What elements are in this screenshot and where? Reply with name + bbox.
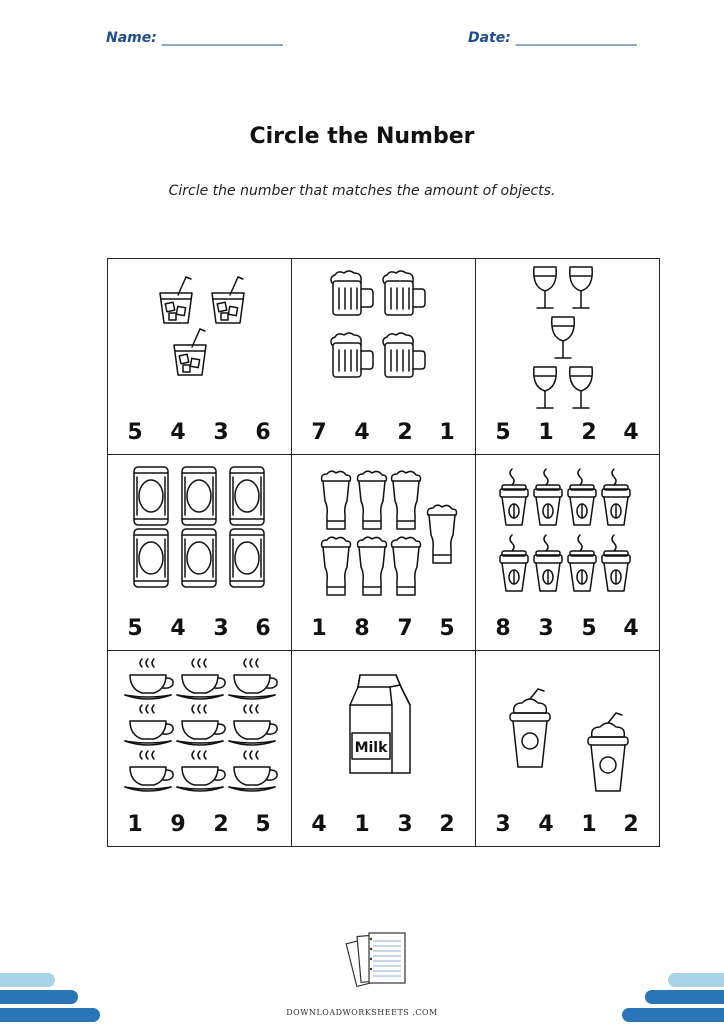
number-option[interactable]: 1 bbox=[538, 420, 554, 445]
worksheet-stack-icon bbox=[343, 925, 419, 1000]
number-option[interactable]: 3 bbox=[213, 616, 229, 641]
footer-wave-left-base bbox=[0, 1008, 100, 1022]
page-title: Circle the Number bbox=[249, 124, 475, 149]
number-options bbox=[108, 420, 291, 450]
number-option[interactable]: 3 bbox=[213, 420, 229, 445]
number-option[interactable]: 2 bbox=[581, 420, 597, 445]
number-option[interactable]: 9 bbox=[170, 812, 186, 837]
beer-glass-icon bbox=[292, 455, 476, 615]
teacup-icon bbox=[108, 651, 292, 810]
exercise-cell bbox=[476, 455, 659, 651]
number-option[interactable]: 1 bbox=[581, 812, 597, 837]
soda-can-icon bbox=[108, 455, 292, 615]
number-option[interactable]: 2 bbox=[397, 420, 413, 445]
frappe-cup-icon bbox=[476, 651, 659, 810]
exercise-cell bbox=[476, 259, 659, 455]
number-option[interactable]: 6 bbox=[255, 616, 271, 641]
number-option[interactable]: 1 bbox=[439, 420, 455, 445]
number-option[interactable]: 5 bbox=[495, 420, 511, 445]
exercise-cell bbox=[292, 259, 476, 455]
exercise-cell bbox=[476, 651, 659, 846]
footer-wave-left-light bbox=[0, 973, 55, 987]
number-options bbox=[476, 420, 659, 450]
number-option[interactable]: 8 bbox=[495, 616, 511, 641]
name-field[interactable] bbox=[106, 30, 282, 46]
number-option[interactable]: 5 bbox=[127, 616, 143, 641]
svg-text:Milk: Milk bbox=[354, 740, 388, 756]
number-options bbox=[476, 812, 659, 842]
name-line[interactable]: ____________________ bbox=[161, 30, 282, 46]
exercise-cell bbox=[108, 259, 292, 455]
date-label: Date: bbox=[468, 30, 511, 46]
number-option[interactable]: 2 bbox=[213, 812, 229, 837]
date-line[interactable]: ____________________ bbox=[515, 30, 636, 46]
number-option[interactable]: 1 bbox=[127, 812, 143, 837]
milk-carton-icon bbox=[292, 651, 476, 810]
footer-site-text[interactable]: DOWNLOADWORKSHEETS .COM bbox=[286, 1008, 438, 1017]
wine-glass-icon bbox=[476, 259, 659, 419]
name-label: Name: bbox=[106, 30, 157, 46]
number-option[interactable]: 3 bbox=[397, 812, 413, 837]
number-option[interactable]: 7 bbox=[397, 616, 413, 641]
number-option[interactable]: 4 bbox=[538, 812, 554, 837]
number-options bbox=[108, 812, 291, 842]
number-option[interactable]: 5 bbox=[255, 812, 271, 837]
footer-wave-right-dark bbox=[645, 990, 724, 1004]
number-options bbox=[292, 616, 475, 646]
number-option[interactable]: 4 bbox=[311, 812, 327, 837]
instruction-text: Circle the number that matches the amount of objects. bbox=[168, 183, 556, 199]
number-option[interactable]: 4 bbox=[170, 616, 186, 641]
number-option[interactable]: 4 bbox=[354, 420, 370, 445]
number-option[interactable]: 4 bbox=[623, 420, 639, 445]
number-option[interactable]: 5 bbox=[439, 616, 455, 641]
exercise-grid bbox=[107, 258, 660, 847]
footer-wave-right-light bbox=[668, 973, 724, 987]
number-option[interactable]: 2 bbox=[439, 812, 455, 837]
footer-wave-left-dark bbox=[0, 990, 78, 1004]
date-field[interactable] bbox=[468, 30, 636, 46]
number-option[interactable]: 1 bbox=[354, 812, 370, 837]
number-option[interactable]: 3 bbox=[538, 616, 554, 641]
footer-wave-right-base bbox=[622, 1008, 724, 1022]
iced-drink-icon bbox=[108, 259, 292, 419]
number-option[interactable]: 8 bbox=[354, 616, 370, 641]
number-option[interactable]: 1 bbox=[311, 616, 327, 641]
number-option[interactable]: 6 bbox=[255, 420, 271, 445]
exercise-cell bbox=[292, 455, 476, 651]
exercise-cell bbox=[108, 651, 292, 846]
number-option[interactable]: 5 bbox=[127, 420, 143, 445]
number-options bbox=[108, 616, 291, 646]
beer-mug-icon bbox=[292, 259, 476, 419]
number-option[interactable]: 7 bbox=[311, 420, 327, 445]
number-option[interactable]: 4 bbox=[623, 616, 639, 641]
number-options bbox=[292, 420, 475, 450]
number-option[interactable]: 3 bbox=[495, 812, 511, 837]
number-options bbox=[292, 812, 475, 842]
number-option[interactable]: 2 bbox=[623, 812, 639, 837]
exercise-cell bbox=[108, 455, 292, 651]
coffee-cup-icon bbox=[476, 455, 659, 615]
number-option[interactable]: 4 bbox=[170, 420, 186, 445]
number-options bbox=[476, 616, 659, 646]
number-option[interactable]: 5 bbox=[581, 616, 597, 641]
exercise-cell bbox=[292, 651, 476, 846]
